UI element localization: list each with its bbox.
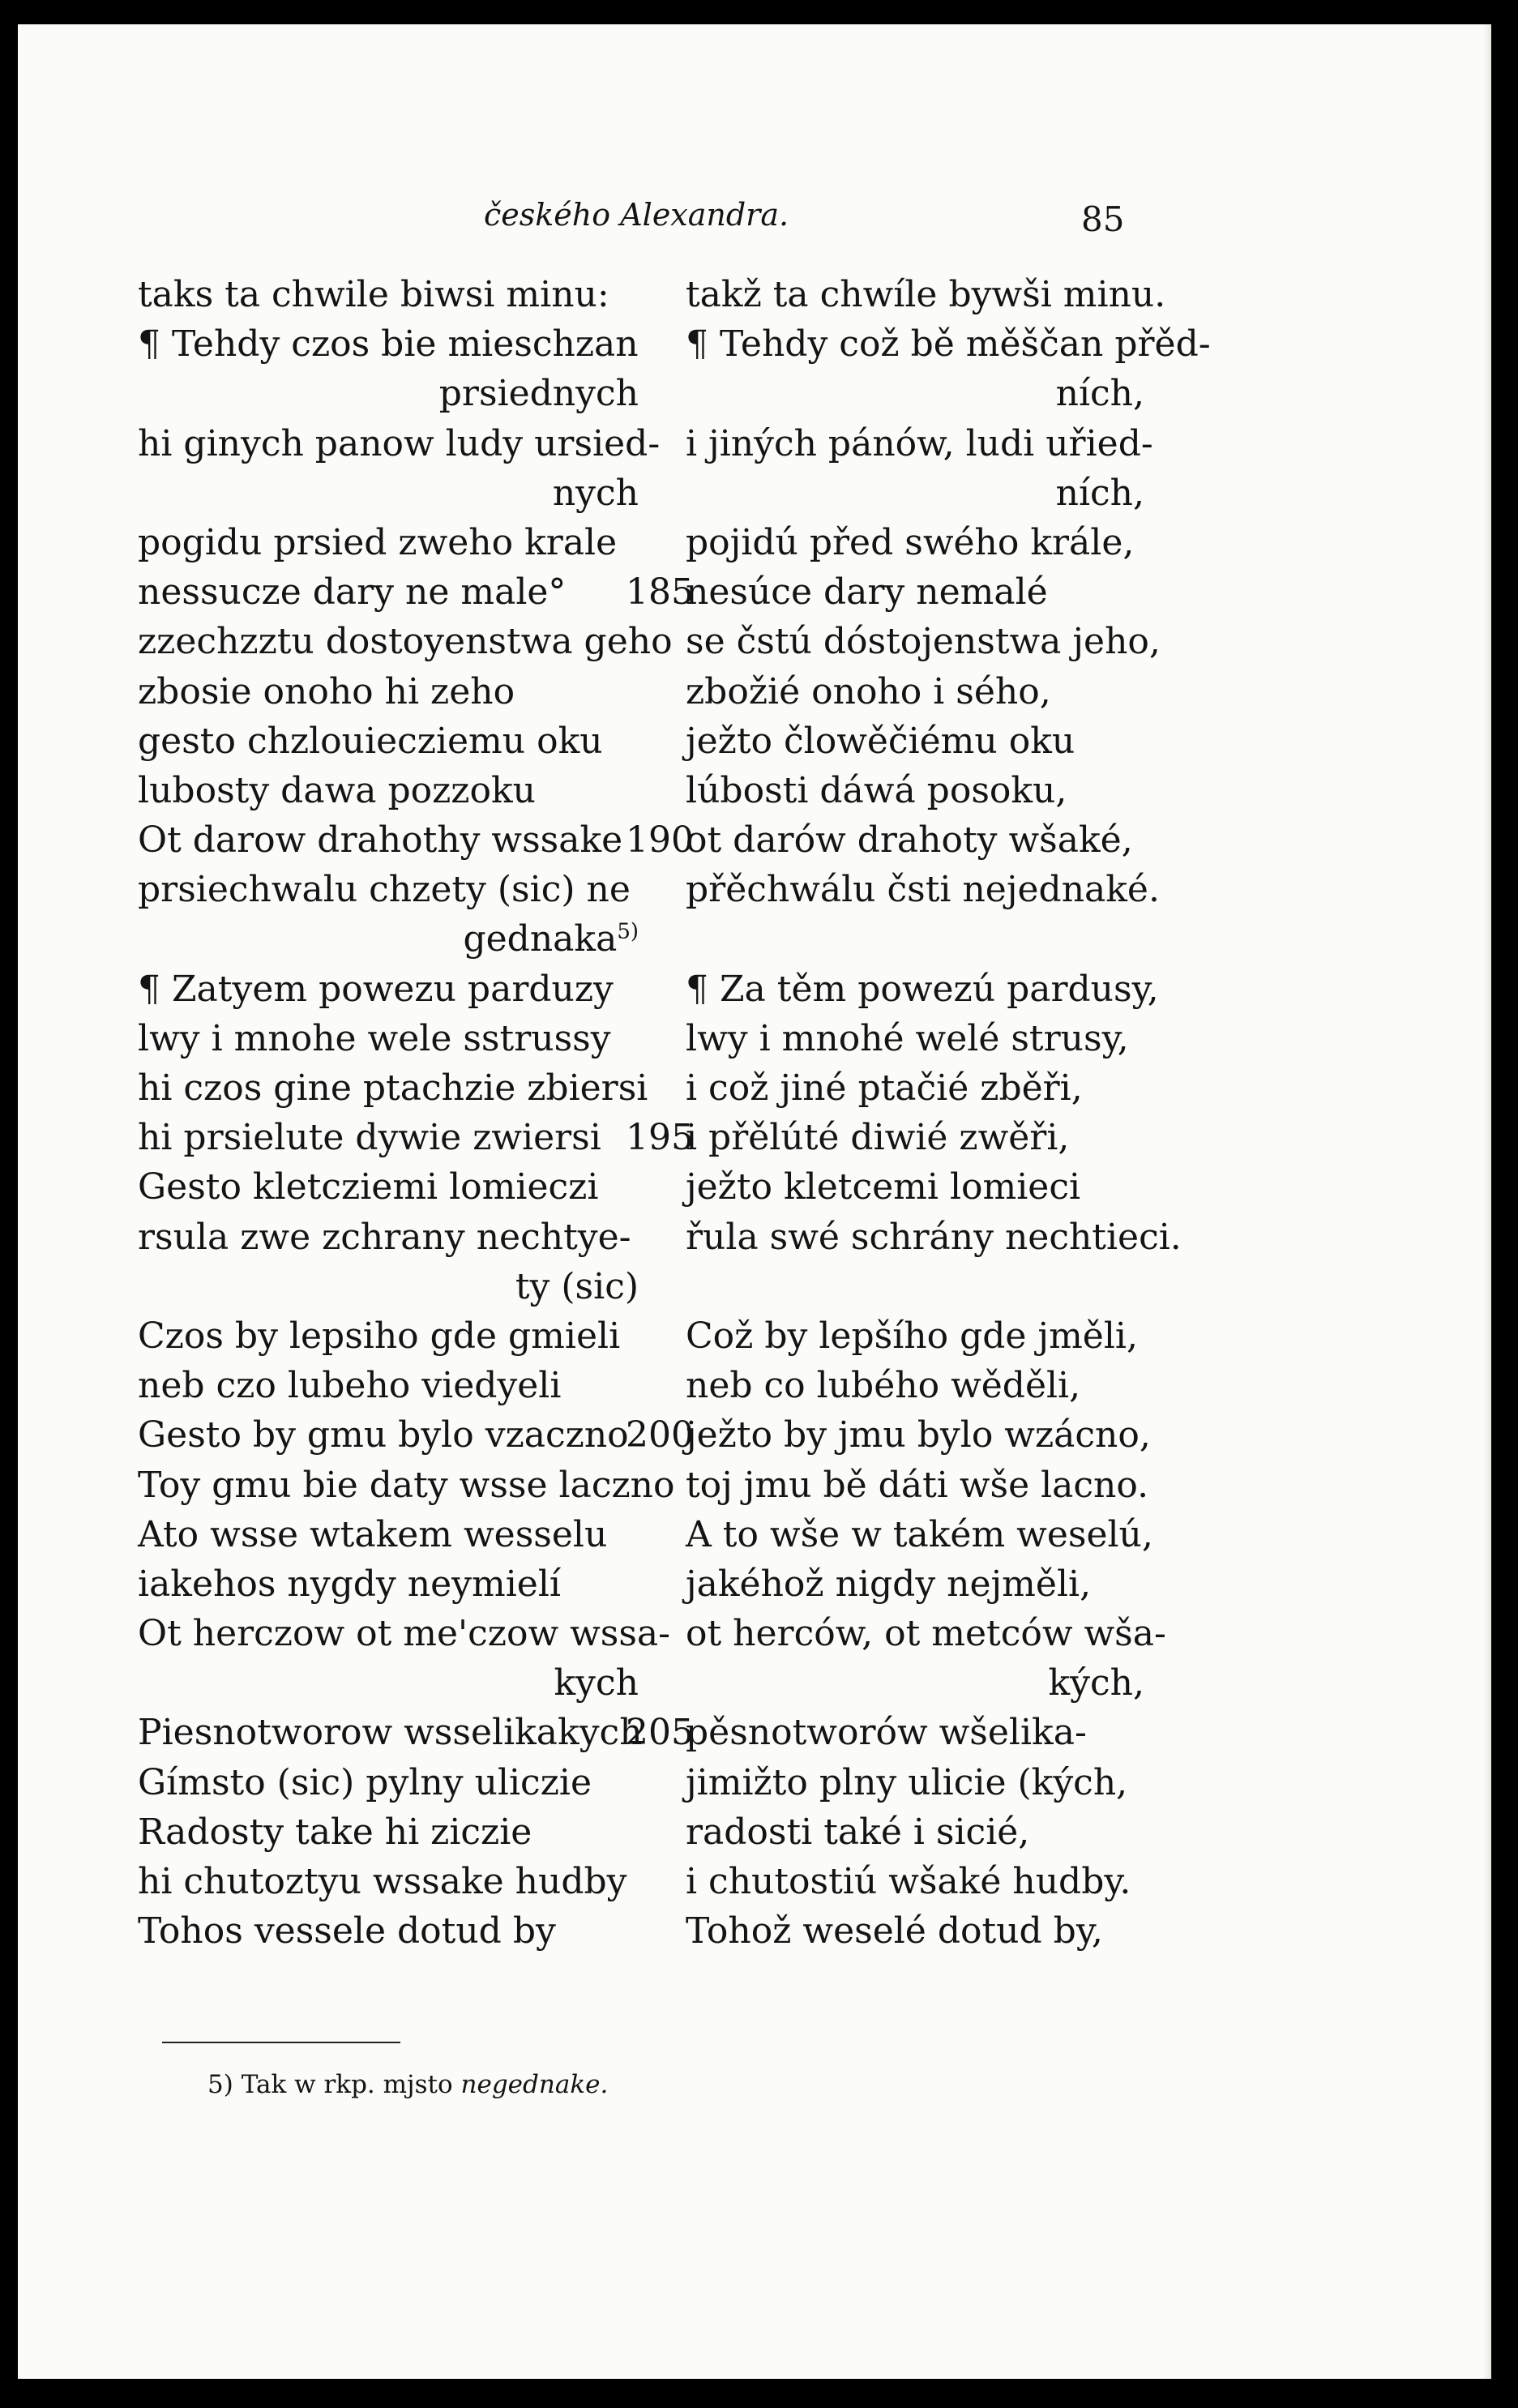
old-czech-line-text: Gímsto (sic) pylny uliczie	[138, 1761, 592, 1803]
transcription-line-text	[626, 1266, 686, 1307]
transcription-line	[626, 1361, 1161, 1410]
transcription-line	[626, 1857, 1161, 1906]
transcription-line	[626, 1807, 1161, 1857]
old-czech-line	[138, 468, 639, 518]
transcription-line	[626, 1906, 1161, 1956]
transcription-line	[626, 1559, 1161, 1609]
old-czech-line	[138, 1708, 643, 1757]
transcription-line-text: ježto člowěčiému oku	[686, 720, 1075, 762]
transcription-line-text: Tohož weselé dotud by,	[686, 1910, 1103, 1952]
old-czech-line-text: hi chutoztyu wssake hudby	[138, 1861, 627, 1902]
old-czech-line	[138, 1559, 639, 1609]
old-czech-line	[138, 1510, 639, 1559]
running-title: českého Alexandra.	[484, 197, 789, 233]
transcription-line	[626, 667, 1161, 716]
transcription-line-text: zbožié onoho i sého,	[686, 670, 1051, 712]
transcription-line	[626, 1262, 1161, 1311]
transcription-line-text	[626, 918, 686, 960]
transcription-line-text: ních,	[1055, 373, 1144, 415]
old-czech-line	[138, 1262, 639, 1311]
transcription-line-text: ¶ Za těm powezú pardusy,	[686, 968, 1159, 1010]
transcription-line-text: kých,	[1048, 1662, 1144, 1704]
old-czech-line-text: gednaka	[463, 918, 618, 960]
transcription-line	[626, 1410, 1161, 1460]
transcription-line	[626, 1014, 1161, 1063]
old-czech-line-text: hi czos gine ptachzie zbiersi	[138, 1067, 648, 1109]
old-czech-line	[138, 865, 639, 914]
old-czech-line	[138, 1014, 639, 1063]
transcription-line-text: jimižto plny ulicie (kých,	[686, 1761, 1128, 1803]
old-czech-line	[138, 270, 639, 319]
old-czech-line	[138, 1063, 648, 1113]
transcription-line-text: toj jmu bě dáti wše lacno.	[686, 1464, 1149, 1506]
old-czech-line	[138, 567, 639, 617]
transcription-line	[626, 1510, 1161, 1559]
old-czech-line-text: taks ta chwile biwsi minu:	[138, 274, 609, 315]
old-czech-line-text: zzechzztu dostoyenstwa geho	[138, 621, 673, 663]
old-czech-line	[138, 815, 639, 865]
transcription-line-text: radosti také i sicié,	[686, 1811, 1030, 1853]
old-czech-line-text: hi ginych panow ludy ursied-	[138, 422, 661, 464]
old-czech-line-text: neb czo lubeho viedyeli	[138, 1365, 562, 1407]
verse-number: 190	[626, 819, 694, 862]
transcription-line	[626, 1708, 1161, 1757]
footnote-rule	[162, 2042, 400, 2043]
old-czech-line	[138, 1311, 639, 1361]
transcription-line	[626, 1063, 1161, 1113]
old-czech-line-text: nessucze dary ne male°	[138, 571, 567, 614]
transcription-line-text: A to wše w takém weselú,	[686, 1513, 1153, 1555]
transcription-line-text: ¶ Tehdy což bě měščan přěd-	[686, 323, 1211, 366]
old-czech-line	[138, 1658, 639, 1708]
old-czech-line-text: nych	[552, 472, 639, 514]
old-czech-line-text: ty (sic)	[515, 1265, 639, 1307]
transcription-line	[626, 815, 1161, 865]
old-czech-line	[138, 1213, 639, 1262]
transcription-column	[626, 270, 1211, 1956]
footnote-text: Tak w rkp. mjsto	[241, 2070, 453, 2099]
old-czech-line-text: gesto chzlouiecziemu oku	[138, 720, 603, 762]
old-czech-line-text: Czos by lepsiho gde gmieli	[138, 1315, 621, 1357]
old-czech-line-text: lubosty dawa pozzoku	[138, 769, 536, 811]
footnote-marker: 5)	[207, 2070, 233, 2099]
old-czech-line	[138, 1162, 639, 1212]
old-czech-line-text: Piesnotworow wsselikakych	[138, 1712, 643, 1754]
transcription-line-text: i chutostiú wšaké hudby.	[686, 1861, 1131, 1902]
book-page	[18, 24, 1491, 2379]
old-czech-line-text: zbosie onoho hi zeho	[138, 670, 515, 712]
old-czech-line	[138, 667, 639, 716]
transcription-line	[626, 1162, 1161, 1212]
transcription-line-text: i přělúté diwié zwěři,	[686, 1117, 1070, 1159]
page-edge-shadow	[1483, 24, 1491, 2379]
old-czech-line	[138, 1906, 639, 1956]
old-czech-line-text: prsiednych	[438, 373, 639, 415]
old-czech-line	[138, 1807, 639, 1857]
transcription-line-text: ježto kletcemi lomieci	[686, 1166, 1081, 1208]
transcription-line	[626, 518, 1161, 567]
old-czech-line	[138, 1461, 675, 1510]
transcription-line	[626, 419, 1161, 468]
transcription-line-text: neb co lubého wěděli,	[686, 1365, 1081, 1407]
old-czech-line-text: lwy i mnohe wele sstrussy	[138, 1017, 611, 1059]
transcription-line	[626, 319, 1211, 369]
old-czech-line-text: hi prsielute dywie zwiersi	[138, 1117, 601, 1159]
verse-number: 205	[626, 1712, 694, 1754]
old-czech-line	[138, 1113, 639, 1162]
transcription-line-text: řula swé schrány nechtieci.	[686, 1216, 1182, 1258]
old-czech-line	[138, 319, 639, 369]
transcription-line-text: pojidú před swého krále,	[686, 521, 1135, 563]
transcription-line	[626, 1658, 1161, 1708]
old-czech-line-text: Ot herczow ot me'czow wssa-	[138, 1613, 671, 1655]
old-czech-line-text: Tohos vessele dotud by	[138, 1910, 556, 1952]
transcription-line	[626, 716, 1161, 766]
old-czech-line-text: Ato wsse wtakem wesselu	[138, 1513, 608, 1555]
transcription-line	[626, 1609, 1166, 1658]
transcription-line-text: ot darów drahoty wšaké,	[686, 819, 1133, 862]
transcription-line	[626, 1213, 1182, 1262]
old-czech-line-text: Gesto by gmu bylo vzaczno	[138, 1414, 629, 1456]
old-czech-line-text: Toy gmu bie daty wsse laczno	[138, 1464, 675, 1506]
old-czech-line	[138, 1609, 671, 1658]
transcription-line	[626, 914, 1161, 964]
transcription-line-text: pěsnotworów wšelika-	[686, 1712, 1087, 1754]
verse-number: 185	[626, 571, 694, 614]
transcription-line-text: nesúce dary nemalé	[686, 571, 1048, 614]
transcription-line	[626, 468, 1161, 518]
transcription-line-text: jakéhož nigdy nejměli,	[686, 1563, 1092, 1605]
transcription-line	[626, 1461, 1161, 1510]
transcription-line	[626, 1311, 1161, 1361]
transcription-line	[626, 1113, 1161, 1162]
page-number: 85	[1081, 199, 1125, 239]
transcription-line-text: se čstú dóstojenstwa jeho,	[686, 621, 1161, 663]
transcription-line	[626, 865, 1161, 914]
old-czech-line	[138, 914, 639, 964]
old-czech-line-text: iakehos nygdy neymielí	[138, 1563, 561, 1605]
transcription-line	[626, 270, 1166, 319]
transcription-line-text: ježto by jmu bylo wzácno,	[686, 1414, 1151, 1456]
old-czech-line	[138, 518, 639, 567]
old-czech-line	[138, 617, 673, 666]
transcription-line-text: i jiných pánów, ludi uřied-	[686, 422, 1153, 464]
transcription-line	[626, 369, 1161, 418]
transcription-line	[626, 766, 1161, 815]
old-czech-line-text: rsula zwe zchrany nechtye-	[138, 1216, 631, 1258]
footnote	[207, 2070, 608, 2099]
transcription-line	[626, 1758, 1161, 1807]
transcription-line-text: lúbosti dáwá posoku,	[686, 769, 1067, 811]
transcription-line-text: Což by lepšího gde jměli,	[686, 1315, 1138, 1357]
old-czech-line	[138, 1857, 639, 1906]
transcription-line-text: ot herców, ot metców wša-	[686, 1613, 1166, 1655]
old-czech-line	[138, 419, 661, 468]
transcription-line	[626, 964, 1161, 1014]
transcription-line-text: lwy i mnohé welé strusy,	[686, 1017, 1129, 1059]
transcription-line	[626, 567, 1161, 617]
old-czech-line	[138, 766, 639, 815]
transcription-line-text: i což jiné ptačié zběři,	[686, 1067, 1083, 1109]
old-czech-line-text: Gesto kletcziemi lomieczi	[138, 1166, 599, 1208]
old-czech-line-text: ¶ Zatyem powezu parduzy	[138, 968, 614, 1010]
verse-number: 195	[626, 1117, 694, 1159]
old-czech-line-text: Ot darow drahothy wssake	[138, 819, 623, 862]
old-czech-line	[138, 964, 639, 1014]
old-czech-line-text: Radosty take hi ziczie	[138, 1811, 532, 1853]
old-czech-line	[138, 1758, 639, 1807]
old-czech-line	[138, 1361, 639, 1410]
old-czech-line	[138, 716, 639, 766]
verse-number: 200	[626, 1414, 694, 1456]
transcription-line-text: ních,	[1055, 472, 1144, 514]
old-czech-line-text: ¶ Tehdy czos bie mieschzan	[138, 323, 639, 366]
footnote-emphasis: negednake.	[460, 2070, 609, 2099]
footnote-reference: 5)	[617, 919, 639, 944]
old-czech-line	[138, 369, 639, 418]
transcription-line	[626, 617, 1161, 666]
old-czech-line-text: pogidu prsied zweho krale	[138, 521, 618, 563]
transcription-line-text: přěchwálu čsti nejednaké.	[686, 869, 1160, 911]
transcription-line-text: takž ta chwíle bywši minu.	[686, 274, 1166, 315]
old-czech-line	[138, 1410, 639, 1460]
old-czech-line-text: kych	[554, 1662, 639, 1704]
old-czech-line-text: prsiechwalu chzety (sic) ne	[138, 869, 631, 911]
